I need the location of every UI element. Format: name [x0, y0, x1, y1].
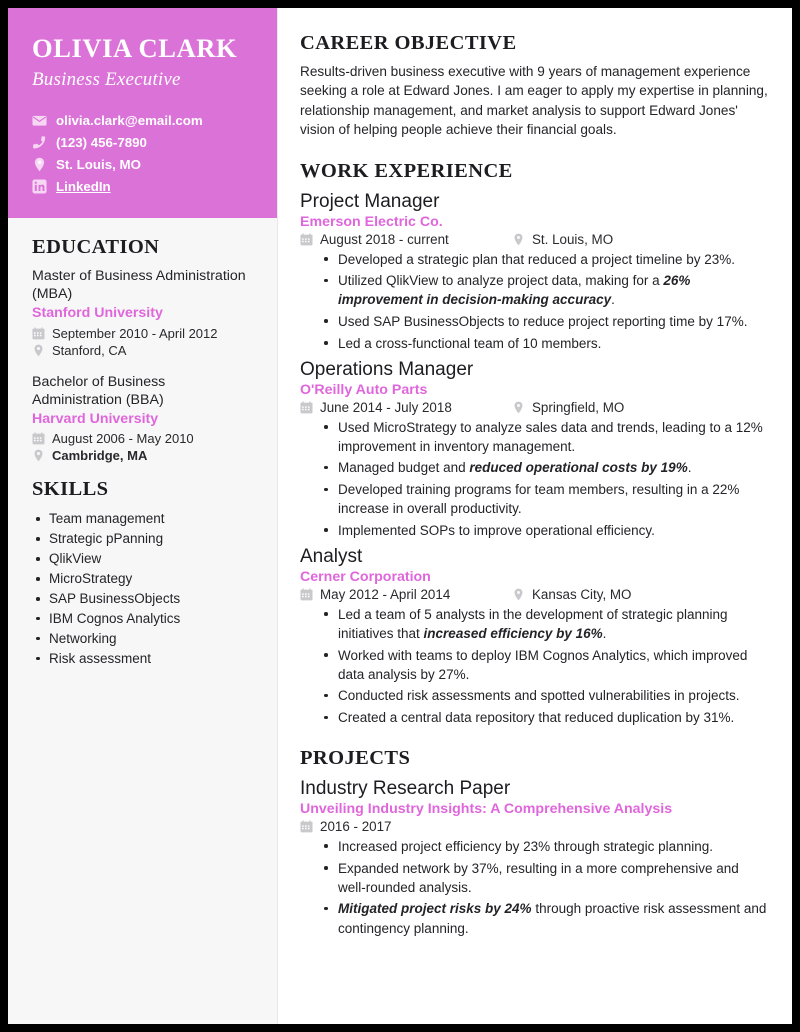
job-dates-text: August 2018 - current: [320, 231, 449, 247]
bullet-item: [322, 646, 770, 684]
job-company: Emerson Electric Co.: [300, 213, 443, 230]
resume-page: [8, 8, 792, 1024]
map-pin-icon: [512, 588, 525, 601]
bullet-item: [322, 837, 770, 856]
work-entry: [300, 358, 770, 540]
job-location-text: Springfield, MO: [532, 399, 625, 415]
project-title: Industry Research Paper: [300, 778, 511, 800]
bullet-text: .: [602, 625, 607, 641]
map-pin-icon: [512, 401, 525, 414]
contact-row[interactable]: [32, 113, 253, 128]
bullet-item: [322, 899, 770, 937]
education-dates-text: September 2010 - April 2012: [52, 325, 218, 341]
bullet-text: Increased project efficiency by 23% through strategic planning.: [338, 838, 713, 854]
calendar-icon: [32, 432, 45, 445]
bullet-text: Expanded network by 37%, resulting in a more comprehensive and well-rounded analysis.: [338, 860, 739, 895]
bullet-item: [322, 605, 770, 643]
education-entry: [32, 267, 255, 358]
job-meta: [300, 400, 770, 415]
skills-list: [32, 509, 255, 669]
calendar-icon: [300, 401, 313, 414]
bullet-text: Utilized QlikView to analyze project data, making for a: [338, 273, 664, 289]
bullet-text: Used SAP BusinessObjects to reduce project reporting time by 17%.: [338, 313, 748, 329]
job-location: [512, 400, 624, 415]
job-title: Operations Manager: [300, 358, 474, 380]
skill-item: MicroStrategy: [32, 569, 255, 589]
education-school: Stanford University: [32, 305, 163, 322]
job-company: O'Reilly Auto Parts: [300, 381, 428, 398]
bullet-text: .: [687, 460, 692, 476]
bullet-text: Worked with teams to deploy IBM Cognos Analytics, which improved data analysis by 27%.: [338, 647, 748, 682]
bullet-list: [322, 418, 770, 540]
bullet-emphasis: 26% improvement in decision-making accuracy: [338, 273, 691, 308]
bullet-text: through proactive risk assessment and contingency planning.: [338, 901, 767, 936]
bullet-text: Created a central data repository that reduced duplication by 31%.: [338, 710, 735, 725]
calendar-icon: [300, 233, 313, 246]
bullet-list: [322, 250, 770, 353]
bullet-text: .: [611, 292, 615, 308]
skill-item: SAP BusinessObjects: [32, 589, 255, 609]
job-dates: [300, 587, 512, 602]
skill-item: Team management: [32, 509, 255, 529]
bullet-item: [322, 708, 770, 727]
job-meta: [300, 232, 770, 247]
job-dates-text: May 2012 - April 2014: [320, 586, 451, 602]
map-pin-icon: [32, 344, 45, 357]
map-pin-icon: [32, 449, 45, 462]
bullet-text: Conducted risk assessments and spotted vulnerabilities in projects.: [338, 688, 740, 704]
education-location-text: Cambridge, MA: [52, 448, 148, 464]
education-dates: [32, 326, 255, 341]
project-meta: [300, 819, 770, 834]
project-entry: [300, 777, 770, 938]
education-list: [32, 267, 255, 463]
education-location-text: Stanford, CA: [52, 342, 127, 358]
projects-list: [300, 777, 770, 938]
bullet-text: Led a team of 5 analysts in the development of strategic planning initiatives that: [338, 606, 728, 641]
work-list: [300, 190, 770, 727]
education-heading: EDUCATION: [32, 236, 160, 258]
job-location-text: St. Louis, MO: [532, 231, 614, 247]
envelope-icon: [32, 113, 47, 128]
contact-text: St. Louis, MO: [56, 157, 141, 173]
project-dates-text: 2016 - 2017: [320, 818, 392, 834]
main-column: [278, 8, 792, 1024]
skill-item: Networking: [32, 629, 255, 649]
contact-text: (123) 456-7890: [56, 135, 147, 151]
job-location: [512, 232, 613, 247]
linkedin-link[interactable]: LinkedIn: [56, 179, 111, 195]
skill-item: IBM Cognos Analytics: [32, 609, 255, 629]
job-title: Project Manager: [300, 190, 440, 212]
projects-heading: PROJECTS: [300, 747, 411, 770]
project-subtitle: Unveiling Industry Insights: A Comprehensive Analysis: [300, 800, 673, 817]
bullet-text: Developed training programs for team members, resulting in a 22% increase in overall productivity.: [338, 482, 740, 517]
bullet-text: Managed budget and: [338, 460, 470, 476]
bullet-item: [322, 458, 770, 477]
education-location: [32, 343, 255, 358]
linkedin-icon: [32, 179, 47, 194]
calendar-icon: [300, 820, 313, 833]
education-dates: [32, 431, 255, 446]
bullet-text: Led a cross-functional team of 10 members.: [338, 335, 602, 351]
education-degree: Master of Business Administration (MBA): [32, 268, 246, 303]
bullet-item: [322, 686, 770, 705]
bullet-item: [322, 334, 770, 353]
contact-row[interactable]: [32, 135, 253, 150]
bullet-emphasis: reduced operational costs by 19%: [469, 460, 688, 476]
bullet-item: [322, 418, 770, 456]
job-company: Cerner Corporation: [300, 568, 431, 585]
calendar-icon: [300, 588, 313, 601]
bullet-item: [322, 521, 770, 540]
candidate-name: OLIVIA CLARK: [32, 33, 238, 63]
bullet-item: [322, 250, 770, 269]
bullet-item: [322, 312, 770, 331]
bullet-item: [322, 859, 770, 897]
bullet-item: [322, 480, 770, 518]
bullet-text: Developed a strategic plan that reduced a project timeline by 23%.: [338, 251, 735, 267]
candidate-role: Business Executive: [32, 69, 181, 91]
sidebar: [8, 8, 278, 1024]
objective-text: Results-driven business executive with 9 years of management experience seeking a role at Edward Jones. I am eager to apply my expertise in planning, relationship management, and market analysis to support Edward Jones' vision of helping people achieve their financial goals.: [300, 64, 768, 138]
bullet-emphasis: increased efficiency by 16%: [423, 625, 603, 641]
work-heading: WORK EXPERIENCE: [300, 159, 513, 182]
education-dates-text: August 2006 - May 2010: [52, 431, 194, 447]
skill-item: Strategic pPanning: [32, 529, 255, 549]
job-dates: [300, 232, 512, 247]
bullet-emphasis: Mitigated project risks by 24%: [338, 901, 532, 917]
job-title: Analyst: [300, 545, 363, 567]
map-pin-icon: [512, 233, 525, 246]
job-meta: [300, 587, 770, 602]
bullet-list: [322, 837, 770, 938]
job-location: [512, 587, 631, 602]
contact-text: olivia.clark@email.com: [56, 113, 203, 129]
contact-row[interactable]: [32, 157, 253, 172]
job-dates: [300, 400, 512, 415]
bullet-item: [322, 271, 770, 309]
bullet-list: [322, 605, 770, 727]
work-entry: [300, 545, 770, 727]
contact-row[interactable]: [32, 179, 253, 194]
work-entry: [300, 190, 770, 353]
education-entry: [32, 373, 255, 464]
skill-item: Risk assessment: [32, 649, 255, 669]
skills-heading: SKILLS: [32, 478, 109, 501]
job-dates-text: June 2014 - July 2018: [320, 399, 452, 415]
map-pin-icon: [32, 157, 47, 172]
objective-heading: CAREER OBJECTIVE: [300, 32, 517, 54]
header-banner: [8, 8, 277, 218]
project-dates: [300, 819, 512, 834]
calendar-icon: [32, 327, 45, 340]
bullet-text: Implemented SOPs to improve operational efficiency.: [338, 522, 655, 538]
phone-icon: [32, 135, 47, 150]
job-location-text: Kansas City, MO: [532, 586, 632, 602]
contact-list: [32, 113, 253, 194]
education-location: [32, 448, 255, 463]
education-degree: Bachelor of Business Administration (BBA): [32, 373, 166, 408]
education-school: Harvard University: [32, 410, 159, 427]
sidebar-body: [8, 218, 277, 669]
skill-item: QlikView: [32, 549, 255, 569]
bullet-text: Used MicroStrategy to analyze sales data and trends, leading to a 12% improvement in inventory management.: [338, 419, 763, 454]
